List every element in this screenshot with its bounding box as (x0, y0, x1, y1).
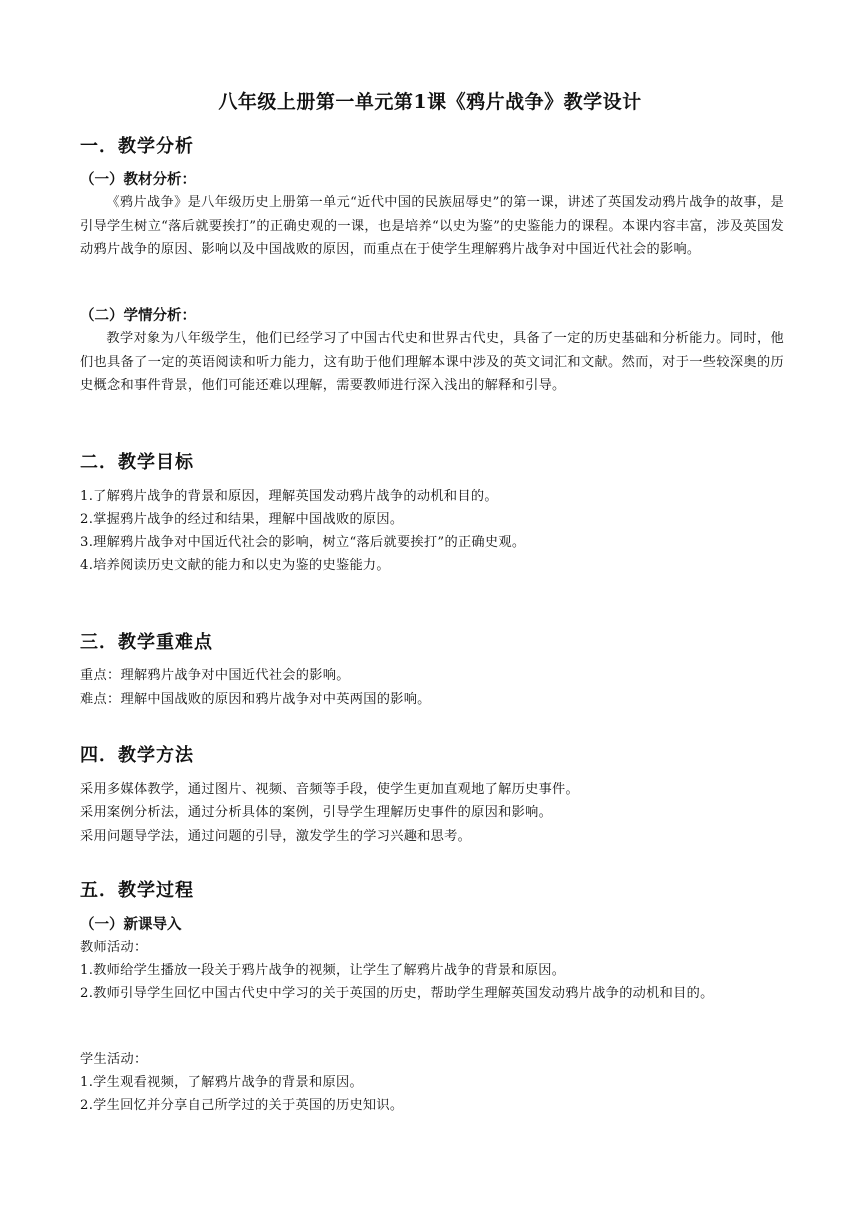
student-activity-item: 2.学生回忆并分享自己所学过的关于英国的历史知识。 (80, 1098, 404, 1113)
method-item: 采用案例分析法，通过分析具体的案例，引导学生理解历史事件的原因和影响。 (80, 805, 553, 820)
subheading-new-lesson-intro: （一）新课导入 (80, 916, 182, 933)
key-point: 重点：理解鸦片战争对中国近代社会的影响。 (80, 668, 350, 683)
section-heading-teaching-methods: 四．教学方法 (80, 745, 194, 766)
section-heading-teaching-process: 五．教学过程 (80, 880, 194, 901)
goal-item: 2.掌握鸦片战争的经过和结果，理解中国战败的原因。 (80, 512, 404, 527)
section-heading-teaching-goals: 二．教学目标 (80, 452, 194, 473)
method-item: 采用问题导学法，通过问题的引导，激发学生的学习兴趣和思考。 (80, 829, 472, 844)
goal-item: 1.了解鸦片战争的背景和原因，理解英国发动鸦片战争的动机和目的。 (80, 489, 498, 504)
teacher-activity-label: 教师活动： (80, 940, 148, 955)
student-activity-label: 学生活动： (80, 1052, 148, 1067)
document-title: 八年级上册第一单元第1课《鸦片战争》教学设计 (218, 91, 642, 113)
paragraph-learner-analysis: 教学对象为八年级学生，他们已经学习了中国古代史和世界古代史，具备了一定的历史基础和分析能力。同时，他们也具备了一定的英语阅读和听力能力，这有助于他们理解本课中涉及的英文词汇和文献。然而，对于一些较深奥的历史概念和事件背景，他们可能还难以理解，需要教师进行深入浅出的解释和引导。 (80, 331, 784, 393)
teacher-activity-item: 2.教师引导学生回忆中国古代史中学习的关于英国的历史，帮助学生理解英国发动鸦片战争的动机和目的。 (80, 986, 714, 1001)
difficult-point: 难点：理解中国战败的原因和鸦片战争对中英两国的影响。 (80, 692, 431, 707)
method-item: 采用多媒体教学，通过图片、视频、音频等手段，使学生更加直观地了解历史事件。 (80, 782, 580, 797)
paragraph-textbook-analysis: 《鸦片战争》是八年级历史上册第一单元“近代中国的民族屈辱史”的第一课，讲述了英国发动鸦片战争的故事，是引导学生树立“落后就要挨打”的正确史观的一课，也是培养“以史为鉴”的史鉴能力的课程。本课内容丰富，涉及英国发动鸦片战争的原因、影响以及中国战败的原因，而重点在于使学生理解鸦片战争对中国近代社会的影响。 (80, 195, 784, 257)
section-heading-key-difficult-points: 三．教学重难点 (80, 632, 213, 653)
goal-item: 4.培养阅读历史文献的能力和以史为鉴的史鉴能力。 (80, 558, 390, 573)
goal-item: 3.理解鸦片战争对中国近代社会的影响，树立“落后就要挨打”的正确史观。 (80, 535, 526, 550)
subheading-learner-analysis: （二）学情分析： (80, 307, 196, 324)
subheading-textbook-analysis: （一）教材分析： (80, 171, 196, 188)
teacher-activity-item: 1.教师给学生播放一段关于鸦片战争的视频，让学生了解鸦片战争的背景和原因。 (80, 963, 566, 978)
section-heading-teaching-analysis: 一．教学分析 (80, 136, 194, 157)
student-activity-item: 1.学生观看视频，了解鸦片战争的背景和原因。 (80, 1075, 363, 1090)
